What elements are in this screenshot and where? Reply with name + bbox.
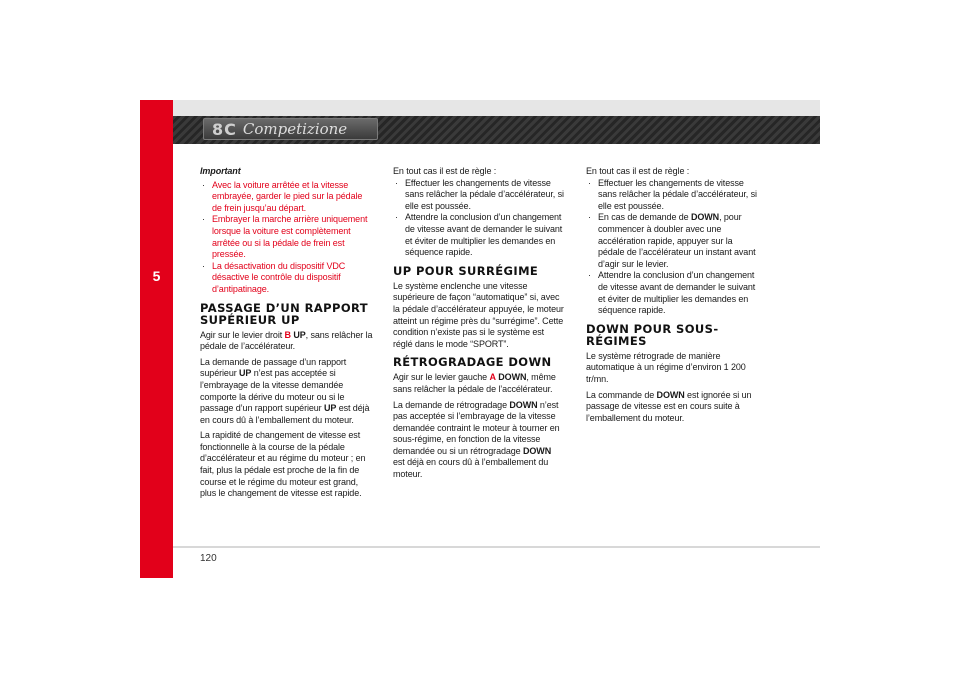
chapter-number: 5 [152,268,161,284]
section-heading-retrogradage: RÉTROGRADAGE DOWN [393,355,552,370]
logo-competizione: Competizione [242,120,348,138]
column-3 [586,166,758,428]
important-list [200,180,374,296]
paragraph: La demande de passage d’un rapport supérieur UP n’est pas acceptée si l’embrayage de la vitesse demandée comporte la dérive du moteur ou si le passage d’un rapport supérieur UP est déjà en cours dû à l’emballement du moteur. [200,356,370,425]
paragraph: Agir sur le levier gauche A DOWN, même sans relâcher la pédale de l’accélérateur. [393,372,556,394]
intro-text: En tout cas il est de règle : [586,166,690,176]
top-bar [140,100,820,116]
section-heading-surregime: UP POUR SURRÉGIME [393,263,539,278]
list-item: · En cas de demande de DOWN, pour commencer à doubler avec une accélération rapide, appuyer sur la pédale de l’accélérateur un instant avant d’agir sur le levier. [586,212,758,270]
paragraph: Le système rétrograde de manière automatique à un régime d’environ 1 200 tr/mn. [586,350,746,384]
column-1 [200,166,374,504]
list-item: · Avec la voiture arrêtée et la vitesse embrayée, garder le pied sur la pédale de frein jusqu’au départ. [200,180,374,215]
list-item: · Attendre la conclusion d’un changement de vitesse avant de demander le suivant et éviter de multiplier les demandes en séquence rapide. [393,212,565,258]
list-item: · Effectuer les changements de vitesse sans relâcher la pédale d’accélérateur, si elle est poussée. [393,178,565,213]
list-item: · Effectuer les changements de vitesse sans relâcher la pédale d’accélérateur, si elle est poussée. [586,178,758,213]
header-banner [173,116,820,144]
page-number: 120 [200,553,217,564]
brand-logo [203,118,378,140]
paragraph: La demande de rétrogradage DOWN n’est pas acceptée si l’embrayage de la vitesse demandée contraint le moteur à tourner en sous-régime, en fonction de la vitesse demandée ou si un rétrogradage DOWN est déjà en cours dû à l’emballement du moteur. [393,399,560,480]
paragraph: La rapidité de changement de vitesse est fonctionnelle à la course de la pédale d’accélérateur et au régime du moteur ; en fait, plus la pédale est proche de la fin de course et le régime du moteur est grand, plus le changement de vitesse est rapide. [200,430,366,499]
paragraph: La commande de DOWN est ignorée si un passage de vitesse est en cours suite à l’emballement du moteur. [586,389,752,423]
chapter-strip [140,100,173,578]
paragraph: Le système enclenche une vitesse supérieure de façon “automatique” si, avec la pédale d’accélérateur appuyée, le moteur atteint un régime près du “surrégime”. Cette condition n’existe pas si le système est réglé dans le mode “SPORT”. [393,280,564,349]
rules-list [586,178,758,317]
list-item: · Attendre la conclusion d’un changement de vitesse avant de demander le suivant et éviter de multiplier les demandes en séquence rapide. [586,270,758,316]
section-heading-sous-regimes: DOWN POUR SOUS-RÉGIMES [586,321,719,348]
column-2 [393,166,565,485]
logo-8c: 8C [212,119,237,139]
paragraph: Agir sur le levier droit B UP, sans relâcher la pédale de l’accélérateur. [200,329,373,352]
section-heading-up: PASSAGE D’UN RAPPORT SUPÉRIEUR UP [200,300,368,327]
intro-text: En tout cas il est de règle : [393,166,497,176]
list-item: · Embrayer la marche arrière uniquement lorsque la voiture est complètement arrêtée ou si la pédale de frein est pressée. [200,214,374,260]
bottom-rule [173,546,820,548]
rules-list [393,178,565,259]
important-title: Important [200,166,241,176]
list-item: · La désactivation du dispositif VDC désactive le contrôle du dispositif d’antipatinage. [200,261,374,296]
